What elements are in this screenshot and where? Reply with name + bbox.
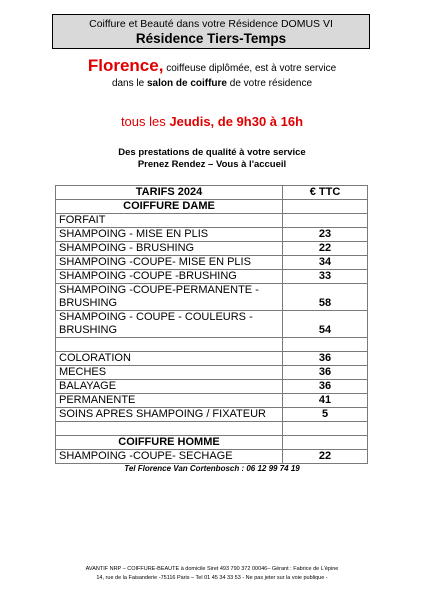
- table-header-price: € TTC: [283, 186, 368, 200]
- section-title-homme: COIFFURE HOMME: [56, 436, 283, 450]
- table-row-price: 23: [283, 228, 368, 242]
- table-row-label: SHAMPOING -COUPE- MISE EN PLIS: [56, 256, 283, 270]
- services-note: [0, 147, 424, 171]
- phone-contact: Tel Florence Van Cortenbosch : 06 12 99 74 19: [124, 464, 300, 473]
- intro-line-2-bold: salon de coiffure: [146, 78, 227, 89]
- services-line-2: Prenez Rendez – Vous à l'accueil: [137, 159, 287, 170]
- table-row-price: 54: [283, 311, 368, 338]
- table-row-price: 36: [283, 366, 368, 380]
- table-row: [56, 408, 368, 422]
- intro-line-2: [0, 78, 424, 90]
- table-row-label: MECHES: [56, 366, 283, 380]
- section-title-dame: COIFFURE DAME: [56, 200, 283, 214]
- table-row-label: SOINS APRES SHAMPOING / FIXATEUR: [56, 408, 283, 422]
- intro-line-2-after: de votre résidence: [226, 78, 313, 89]
- table-row: [56, 256, 368, 270]
- footer-line-2: 14, rue de la Faisanderie -75116 Paris – Tel 01 45 34 33 53 - Ne pas jeter sur la voie publique -: [96, 575, 328, 581]
- table-row-label: SHAMPOING -COUPE- SECHAGE: [56, 450, 283, 464]
- footer: [0, 565, 424, 583]
- header-box: [52, 14, 370, 49]
- table-row: [56, 284, 368, 311]
- table-row: [56, 366, 368, 380]
- table-row-price: [283, 214, 368, 228]
- table-row-price: 34: [283, 256, 368, 270]
- table-row: [56, 422, 368, 436]
- table-row: [56, 338, 368, 352]
- table-row-label: FORFAIT: [56, 214, 283, 228]
- table-row-price: [283, 422, 368, 436]
- table-header-tarifs: TARIFS 2024: [56, 186, 283, 200]
- table-row-price: 5: [283, 408, 368, 422]
- schedule-prefix: tous les: [120, 114, 170, 129]
- table-row-price: 33: [283, 270, 368, 284]
- table-row: [56, 214, 368, 228]
- table-row-price: 36: [283, 380, 368, 394]
- schedule: [0, 114, 424, 129]
- table-row-label: PERMANENTE: [56, 394, 283, 408]
- table-row-label: [56, 338, 283, 352]
- header-subtitle: Coiffure et Beauté dans votre Résidence DOMUS VI: [89, 18, 333, 30]
- table-cell-empty: [283, 436, 368, 450]
- services-line-1: Des prestations de qualité à votre service: [118, 147, 306, 158]
- table-row-price: 22: [283, 242, 368, 256]
- table-row-price: 22: [283, 450, 368, 464]
- section-row-homme: [56, 436, 368, 450]
- table-row-label: SHAMPOING -COUPE -BRUSHING: [56, 270, 283, 284]
- footer-line-1: AVANTIF NRP – COIFFURE-BEAUTE à domicile Siret 493 790 372 00046– Gérant : Fabrice de L'épine: [85, 566, 339, 572]
- table-row-label: COLORATION: [56, 352, 283, 366]
- schedule-time: Jeudis, de 9h30 à 16h: [169, 114, 304, 129]
- table-row-price: [283, 338, 368, 352]
- table-row-label: [56, 422, 283, 436]
- section-row-dame: [56, 200, 368, 214]
- table-row: [56, 270, 368, 284]
- intro-line-2-before: dans le: [111, 78, 147, 89]
- table-row-price: 41: [283, 394, 368, 408]
- table-row: [56, 352, 368, 366]
- table-row-label: SHAMPOING -COUPE-PERMANENTE - BRUSHING: [56, 284, 283, 311]
- intro-line-1: [0, 58, 424, 77]
- header-title: Résidence Tiers-Temps: [135, 31, 287, 46]
- table-cell-empty: [283, 200, 368, 214]
- table-row: [56, 228, 368, 242]
- table-row: [56, 380, 368, 394]
- table-header-row: [56, 186, 368, 200]
- table-row: [56, 394, 368, 408]
- table-row: [56, 311, 368, 338]
- table-row: [56, 242, 368, 256]
- table-row-price: 58: [283, 284, 368, 311]
- table-row-label: BALAYAGE: [56, 380, 283, 394]
- table-row-label: SHAMPOING - COUPE - COULEURS - BRUSHING: [56, 311, 283, 338]
- table-row-price: 36: [283, 352, 368, 366]
- table-row: [56, 450, 368, 464]
- stylist-name: Florence,: [87, 56, 164, 75]
- intro-line-1-text: coiffeuse diplômée, est à votre service: [163, 63, 337, 74]
- price-table: [55, 185, 368, 464]
- table-row-label: SHAMPOING - MISE EN PLIS: [56, 228, 283, 242]
- table-row-label: SHAMPOING - BRUSHING: [56, 242, 283, 256]
